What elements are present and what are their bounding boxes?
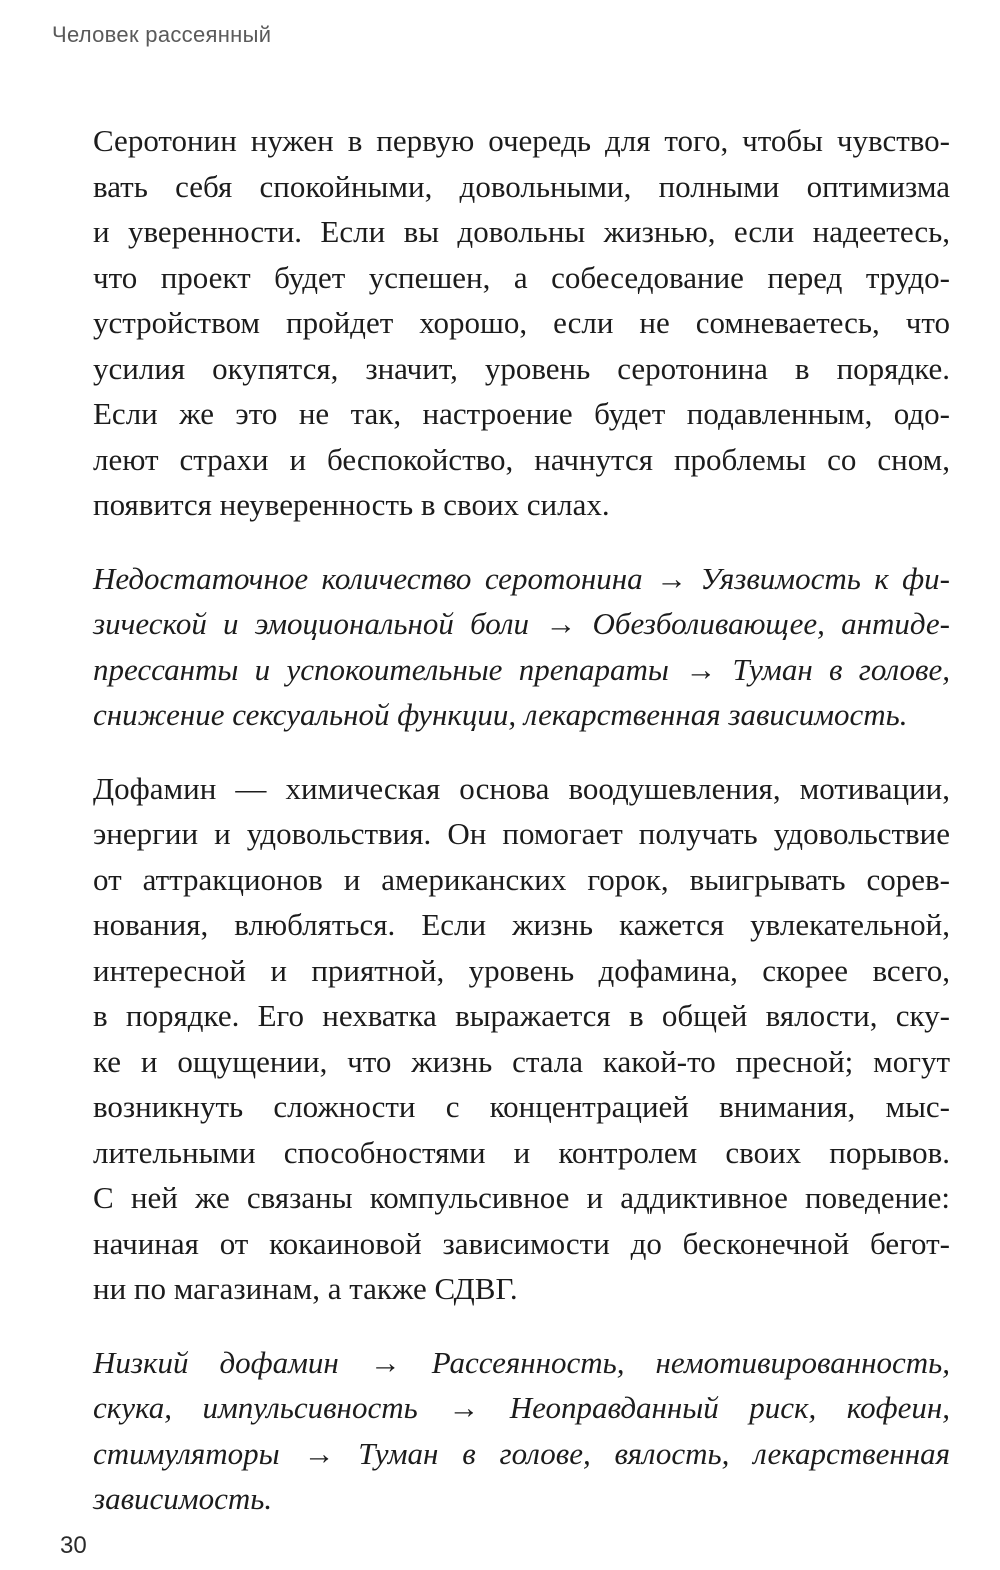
- text-line: стимуляторы → Туман в голове, вялость, лекарственная: [93, 1435, 950, 1471]
- text-line: нования, влюбляться. Если жизнь кажется увлекательной,: [93, 907, 950, 942]
- running-title: Человек рассеянный: [52, 22, 272, 47]
- text-line: Недостаточное количество серотонина → Уязвимость к фи-: [93, 560, 950, 596]
- text-line: появится неуверенность в своих силах.: [93, 487, 610, 522]
- text-line: леют страхи и беспокойство, начнутся проблемы со сном,: [93, 441, 950, 477]
- text-line: энергии и удовольствия. Он помогает получать удовольствие: [93, 816, 950, 851]
- text-line: что проект будет успешен, а собеседование перед трудо-: [93, 259, 950, 295]
- text-line: устройством пройдет хорошо, если не сомневаетесь, что: [93, 305, 950, 340]
- paragraph-dopamine: [93, 766, 950, 1312]
- text-line: от аттракционов и американских горок, выигрывать сорев-: [93, 861, 950, 897]
- text-line: ни по магазинам, а также СДВГ.: [93, 1271, 518, 1306]
- text-line: Дофамин — химическая основа воодушевления, мотивации,: [93, 770, 950, 806]
- text-line: лительными способностями и контролем своих порывов.: [93, 1134, 950, 1170]
- text-line: скука, импульсивность → Неоправданный риск, кофеин,: [93, 1390, 950, 1425]
- text-line: возникнуть сложности с концентрацией внимания, мыс-: [93, 1089, 950, 1124]
- page-body: [93, 118, 950, 1522]
- text-line: в порядке. Его нехватка выражается в общей вялости, ску-: [93, 998, 950, 1033]
- paragraph-dopamine-chain: [93, 1340, 950, 1522]
- paragraph-serotonin-chain: [93, 556, 950, 738]
- text-line: и уверенности. Если вы довольны жизнью, если надеетесь,: [93, 214, 950, 249]
- text-line: снижение сексуальной функции, лекарственная зависимость.: [93, 697, 908, 732]
- text-line: Если же это не так, настроение будет подавленным, одо-: [93, 396, 950, 431]
- text-line: Низкий дофамин → Рассеянность, немотивированность,: [93, 1344, 950, 1380]
- text-line: вать себя спокойными, довольными, полными оптимизма: [93, 168, 950, 204]
- text-line: зависимость.: [93, 1481, 273, 1516]
- text-line: ке и ощущении, что жизнь стала какой-то пресной; могут: [93, 1043, 950, 1079]
- text-line: интересной и приятной, уровень дофамина, скорее всего,: [93, 952, 950, 988]
- page-number: 30: [60, 1532, 87, 1559]
- text-line: прессанты и успокоительные препараты → Туман в голове,: [93, 651, 950, 687]
- paragraph-serotonin: [93, 118, 950, 528]
- text-line: начиная от кокаиновой зависимости до бесконечной бегот-: [93, 1225, 950, 1261]
- text-line: Серотонин нужен в первую очередь для того, чтобы чувство-: [93, 123, 950, 158]
- text-line: зической и эмоциональной боли → Обезболивающее, антиде-: [93, 606, 950, 641]
- text-line: С ней же связаны компульсивное и аддиктивное поведение:: [93, 1180, 950, 1215]
- text-line: усилия окупятся, значит, уровень серотонина в порядке.: [93, 350, 950, 386]
